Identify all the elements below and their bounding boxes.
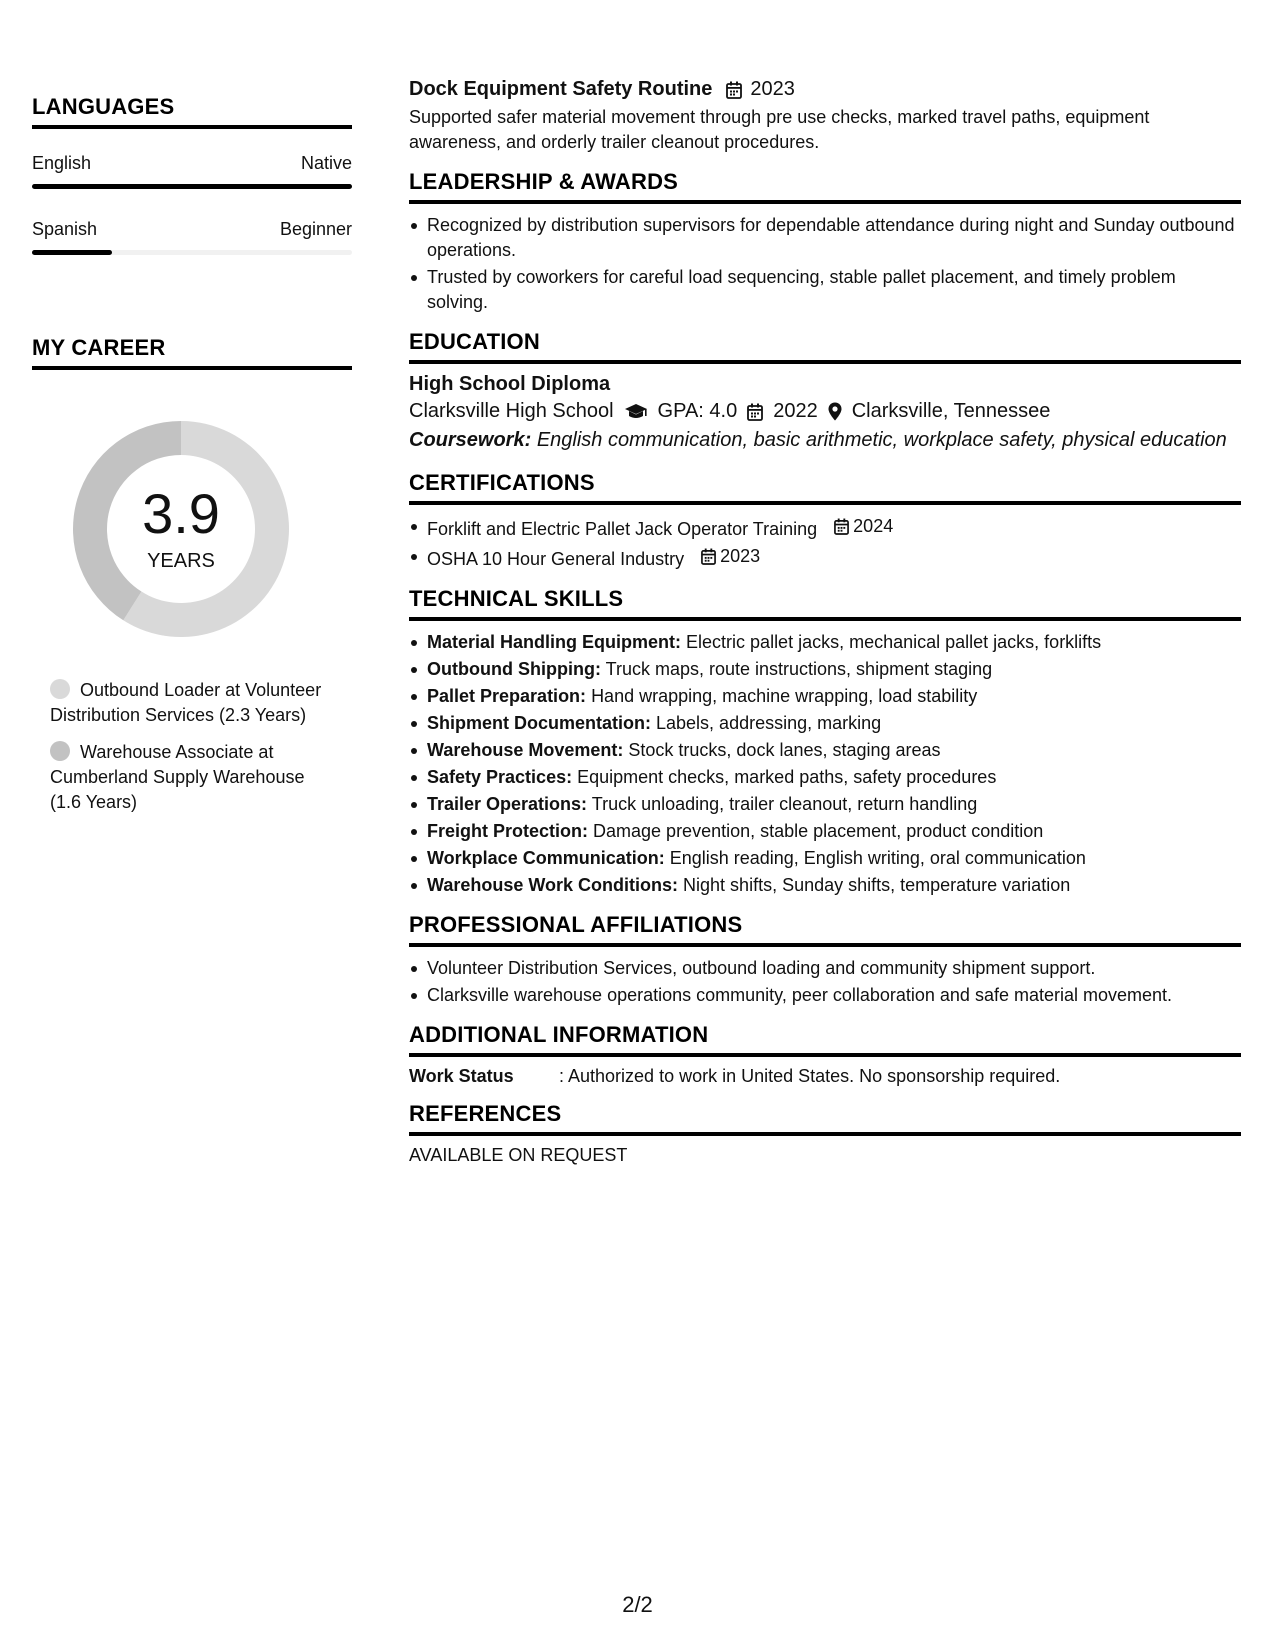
certification-year: 2024 <box>853 516 894 536</box>
skill-value: Labels, addressing, marking <box>656 713 882 733</box>
skill-label: Safety Practices: <box>427 767 573 787</box>
work-status-label: Work Status <box>409 1066 514 1086</box>
skill-label: Trailer Operations: <box>427 794 588 814</box>
calendar-icon <box>726 81 742 99</box>
education-coursework <box>409 429 1241 452</box>
skills-section <box>409 586 1241 898</box>
graduation-cap-icon <box>624 403 648 421</box>
certifications-section <box>409 470 1241 572</box>
right-column <box>409 78 1241 1166</box>
skill-value: Hand wrapping, machine wrapping, load stability <box>591 686 978 706</box>
skill-value: Stock trucks, dock lanes, staging areas <box>628 740 941 760</box>
skill-label: Warehouse Movement: <box>427 740 624 760</box>
skill-value: Damage prevention, stable placement, product condition <box>593 821 1044 841</box>
skill-value: English reading, English writing, oral communication <box>669 848 1086 868</box>
career-donut-chart <box>66 414 296 644</box>
donut-center <box>66 414 296 644</box>
location-pin-icon <box>828 402 842 421</box>
list-item <box>409 738 1241 763</box>
left-column <box>32 94 352 827</box>
skill-value: Truck unloading, trailer cleanout, return handling <box>591 794 978 814</box>
education-section <box>409 329 1241 452</box>
language-level: Native <box>300 153 352 173</box>
section-title-languages: LANGUAGES <box>32 94 352 129</box>
coursework-value: English communication, basic arithmetic, workplace safety, physical education <box>536 429 1227 451</box>
section-title-leadership: LEADERSHIP & AWARDS <box>409 169 1241 204</box>
page-number: 2/2 <box>622 1592 653 1617</box>
legend-label: Outbound Loader at Volunteer Distribution Services (2.3 Years) <box>50 680 322 725</box>
leadership-section <box>409 169 1241 315</box>
section-title-affiliations: PROFESSIONAL AFFILIATIONS <box>409 912 1241 947</box>
section-title-skills: TECHNICAL SKILLS <box>409 586 1241 621</box>
project-title: Dock Equipment Safety Routine <box>409 78 713 100</box>
affiliations-section <box>409 912 1241 1008</box>
skill-label: Warehouse Work Conditions: <box>427 875 679 895</box>
legend-item <box>50 678 332 728</box>
skill-value: Truck maps, route instructions, shipment staging <box>605 659 993 679</box>
skill-value: Equipment checks, marked paths, safety procedures <box>577 767 997 787</box>
skill-value: Electric pallet jacks, mechanical pallet jacks, forklifts <box>686 632 1102 652</box>
certification-name: OSHA 10 Hour General Industry <box>427 549 685 569</box>
calendar-icon <box>747 403 763 421</box>
list-item <box>409 873 1241 898</box>
languages-section <box>32 94 352 255</box>
language-proficiency-bar <box>32 184 352 189</box>
language-row <box>32 219 352 240</box>
list-item <box>409 657 1241 682</box>
language-name: English <box>32 153 92 173</box>
section-title-additional: ADDITIONAL INFORMATION <box>409 1022 1241 1057</box>
education-location: Clarksville, Tennessee <box>851 400 1051 422</box>
skill-label: Material Handling Equipment: <box>427 632 682 652</box>
calendar-icon <box>701 548 716 565</box>
coursework-label: Coursework: <box>409 429 532 451</box>
list-item <box>409 630 1241 655</box>
career-legend <box>32 678 332 815</box>
education-year: 2022 <box>773 400 818 422</box>
work-status-value: : Authorized to work in United States. No sponsorship required. <box>559 1066 1061 1086</box>
education-degree: High School Diploma <box>409 373 611 395</box>
references-text: AVAILABLE ON REQUEST <box>409 1145 628 1165</box>
references-section <box>409 1101 1241 1166</box>
list-item <box>409 819 1241 844</box>
project-entry <box>409 78 1241 155</box>
list-item <box>409 765 1241 790</box>
education-meta <box>409 400 1241 423</box>
list-item <box>409 684 1241 709</box>
career-section <box>32 335 352 815</box>
list-item <box>409 711 1241 736</box>
section-title-career: MY CAREER <box>32 335 352 370</box>
list-item <box>409 846 1241 871</box>
section-title-references: REFERENCES <box>409 1101 1241 1136</box>
skill-label: Outbound Shipping: <box>427 659 601 679</box>
legend-dot <box>50 741 70 761</box>
list-item: Volunteer Distribution Services, outbound loading and community shipment support. <box>409 956 1241 981</box>
skill-label: Workplace Communication: <box>427 848 665 868</box>
list-item <box>409 544 1241 572</box>
education-school: Clarksville High School <box>409 400 614 422</box>
list-item <box>409 514 1241 542</box>
section-title-education: EDUCATION <box>409 329 1241 364</box>
project-description: Supported safer material movement through pre use checks, marked travel paths, equipment awareness, and orderly trailer cleanout procedures. <box>409 107 1150 152</box>
list-item: Clarksville warehouse operations community, peer collaboration and safe material movement. <box>409 983 1241 1008</box>
language-proficiency-fill <box>32 184 352 189</box>
project-header <box>409 78 1241 101</box>
list-item: Recognized by distribution supervisors for dependable attendance during night and Sunday outbound operations. <box>409 213 1241 263</box>
work-status-row <box>409 1066 1241 1087</box>
legend-dot <box>50 679 70 699</box>
skill-label: Pallet Preparation: <box>427 686 587 706</box>
section-title-certifications: CERTIFICATIONS <box>409 470 1241 505</box>
language-level: Beginner <box>279 219 352 239</box>
list-item: Trusted by coworkers for careful load sequencing, stable pallet placement, and timely problem solving. <box>409 265 1241 315</box>
language-proficiency-fill <box>32 250 112 255</box>
additional-section <box>409 1022 1241 1087</box>
certification-year: 2023 <box>720 546 761 566</box>
calendar-icon <box>834 518 849 535</box>
language-proficiency-bar <box>32 250 352 255</box>
list-item <box>409 792 1241 817</box>
legend-item <box>50 740 332 815</box>
skill-value: Night shifts, Sunday shifts, temperature variation <box>683 875 1071 895</box>
education-gpa: GPA: 4.0 <box>657 400 738 422</box>
certification-name: Forklift and Electric Pallet Jack Operator Training <box>427 519 818 539</box>
skill-label: Freight Protection: <box>427 821 588 841</box>
language-name: Spanish <box>32 219 98 239</box>
skill-label: Shipment Documentation: <box>427 713 651 733</box>
project-year: 2023 <box>750 78 795 100</box>
career-total-unit: YEARS <box>147 549 215 572</box>
career-total-value: 3.9 <box>142 481 220 545</box>
legend-label: Warehouse Associate at Cumberland Supply Warehouse (1.6 Years) <box>50 742 305 812</box>
language-row <box>32 153 352 174</box>
